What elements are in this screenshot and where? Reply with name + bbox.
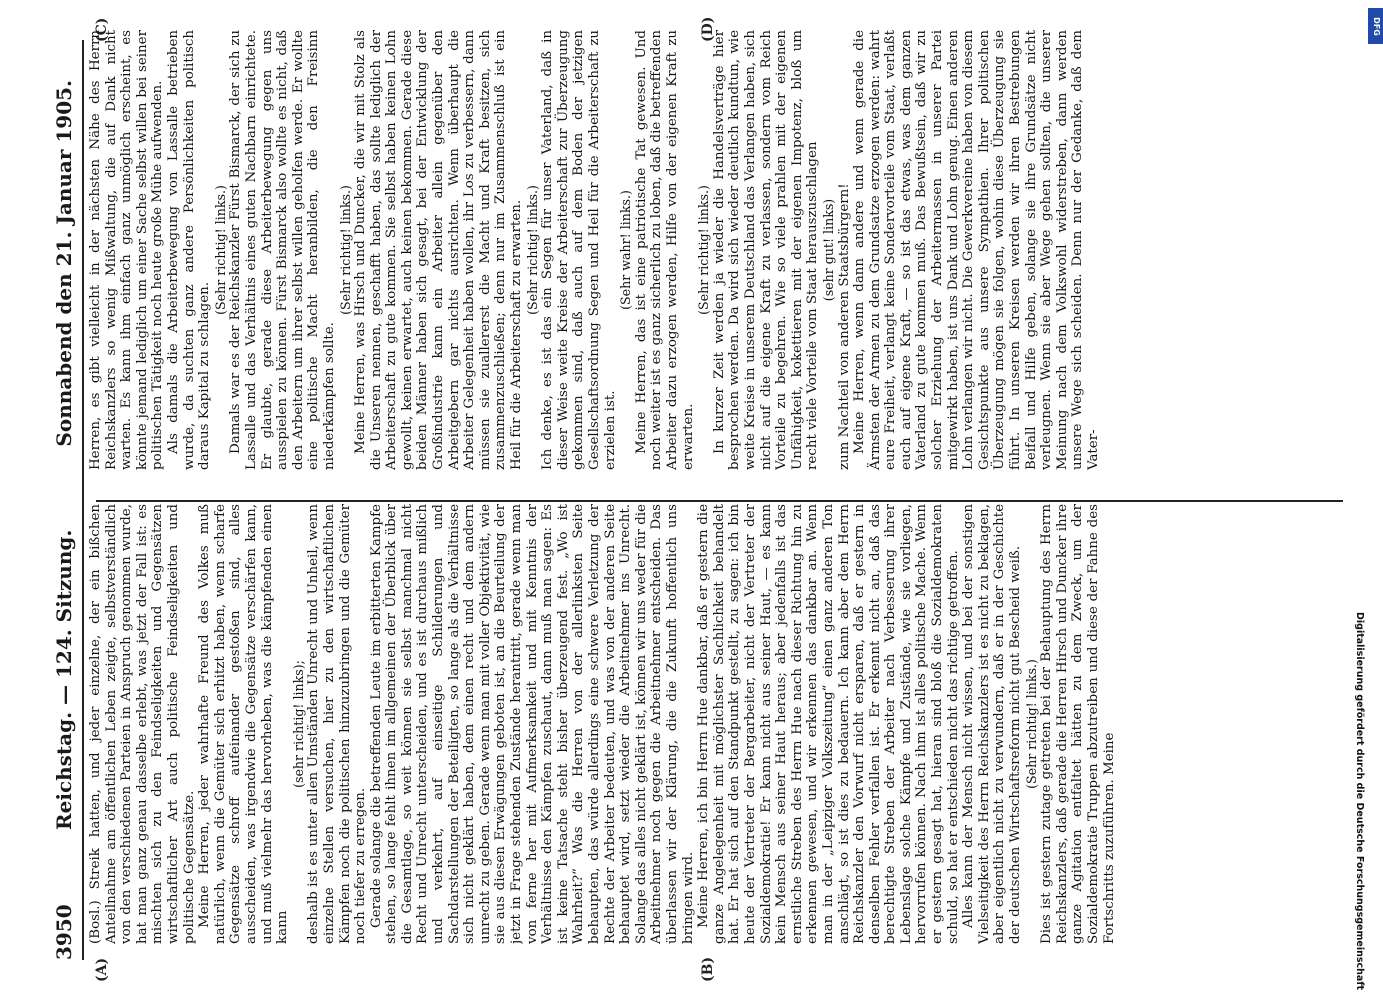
interjection: (Sehr richtig! links.) xyxy=(524,185,540,315)
interjection: (sehr richtig! links); xyxy=(290,660,306,788)
paragraph: deshalb ist es unter allen Umständen Unrecht und Unheil, wenn einzelne Stellen versuchen, hier zu den wirtschaftlichen Kämpfen noch die politischen hinzuzubringen und die Gemüter noch tiefer zu erregen. xyxy=(306,504,369,944)
session-date: Sonnabend den 21. Januar 1905. xyxy=(52,80,76,447)
interjection: (Sehr wahr! links.) xyxy=(618,190,634,310)
interjection: (Sehr richtig! links.) xyxy=(1023,659,1039,789)
header-rule xyxy=(82,40,84,960)
paragraph: Damals war es der Reichskanzler Fürst Bismarck, der sich zu Lassalle und das Verhältnis eines guten Nachbarn einrichtete. Er glaubte, gerade diese Arbeiterbewegung gegen uns ausspielen zu können. Fürst Bismarck also wollte es nicht, daß den Arbeitern um ihrer selbst willen geholfen werde. Er wollte eine politische Macht heranbilden, die den Freisinn niederkämpfen sollte. xyxy=(228,30,337,470)
paragraph: Als damals die Arbeiterbewegung von Lassalle betrieben wurde, da suchten ganz andere Persönlichkeiten politisch daraus Kapital zu schlagen. xyxy=(165,30,213,470)
paragraph: Ich denke, es ist das ein Segen für unser Vaterland, daß in dieser Weise weite Kreise der Arbeiterschaft zur Überzeugung gekommen sind, daß auch auf dem Boden der jetzigen Gesellschaftsordnung Segen und Heil für die Arbeiterschaft zu erzielen ist. xyxy=(540,30,618,470)
margin-mark-c: (C) xyxy=(94,17,110,42)
margin-mark-d: (D) xyxy=(700,16,716,42)
paragraph: zum Nachteil von anderen Staatsbürgern! xyxy=(836,183,852,470)
paragraph: Gerade solange die betreffenden Leute im erbitterten Kampfe stehen, so lange fehlt ihnen im allgemeinen der Überblick über die Gesamtlage, so weit können sie selbst manchmal nicht Recht und Unrecht unterscheiden, und es ist durchaus mißlich und verkehrt, auf einseitige Schilderungen und Sachdarstellungen der Beteiligten, so lange als die Verhältnisse sich nicht geklärt haben, dem einen recht und dem andern unrecht zu geben. Gerade wenn man mit voller Objektivität, wie sie aus diesen Erwägungen geboten ist, an die Beurteilung der jetzt in Frage stehenden Zustände herantritt, gerade wenn man von ferne her mit Aufmerksamkeit und mit Kenntnis der Verhältnisse den Kämpfen zuschaut, dann muß man sagen: Es ist keine Tatsache steht bisher überzeugend fest. „Wo ist Wahrheit?“ Was die Herren von der allerlinksten Seite behaupten, das würde allerdings eine schwere Verletzung der Rechte der Arbeiter bedeuten, und was von der anderen Seite behauptet wird, setzt wieder die Arbeitnehmer ins Unrecht. Solange das alles nicht geklärt ist, können wir uns weder für die Arbeitnehmer noch gegen die Arbeitnehmer entscheiden. Das überlassen wir der Klärung, die die Zukunft hoffentlich uns bringen wird. xyxy=(368,504,696,944)
paragraph: Meine Herren, ich bin Herrn Hue dankbar, daß er gestern die ganze Angelegenheit mit möglichster Sachlichkeit behandelt hat. Er hat sich auf den Standpunkt gestellt, zu sagen: ich bin heute der Vertreter der Bergarbeiter, nicht der Vertreter der Sozialdemokratie! Er kann nicht aus seiner Haut, — es kann kein Mensch aus seiner Haut heraus; aber jedenfalls ist das ernstliche Streben des Herrn Hue nach dieser Richtung hin zu erkennen gewesen, und wir erkennen das dankbar an. Wenn man in der „Leipziger Volkszeitung“ einen ganz anderen Ton anschlägt, so ist dies zu bedauern. Ich kann aber dem Herrn Reichskanzler den Vorwurf nicht ersparen, daß er gestern in denselben Fehler verfallen ist. Er erkennt nicht an, daß das berechtigte Streben der Arbeiter nach Verbesserung ihrer Lebenslage solche Kämpfe und Zustände, wie sie vorliegen, hervorrufen können. Nach ihm ist alles politische Mache. Wenn er gestern gesagt hat, hieran sind bloß die Sozialdemokraten schuld, so hat er entschieden nicht das richtige getroffen. xyxy=(696,504,961,944)
interjection: (Sehr richtig! links.) xyxy=(696,185,712,315)
digitization-credit: Digitalisierung gefördert durch die Deutsche Forschungsgemeinschaft xyxy=(1354,612,1365,990)
paragraph: Dies ist gestern zutage getreten bei der Behauptung des Herrn Reichskanzlers, daß gerade die Herren Hirsch und Duncker ihre ganze Agitation entfaltet hätten zu dem Zweck, um der Sozialdemokratie Truppen abzutreiben und diese der Fahne des Fortschritts zuzuführen. Meine xyxy=(1039,504,1117,944)
page-number: 3950 xyxy=(52,904,76,960)
column-divider xyxy=(96,500,1343,502)
paragraph: Herren, es gibt vielleicht in der nächsten Nähe des Herrn Reichskanzlers so wenig Mißwaltung, die auf Dank nicht warten. Es kann ihm einfach ganz unmöglich erscheint, es könnte jemand lediglich um einer Sache selbst willen bei seiner politischen Tätigkeit noch heute große Mühe aufwenden. xyxy=(88,30,166,470)
interjection: (sehr gut! links) xyxy=(820,198,836,302)
paragraph: (Bosl.) Streik hatten, und jeder einzelne, der ein bißchen Anteilnahme am öffentlichen Leben zeigte, selbstverständlich von den verschiedenen Parteien in Anspruch genommen wurde, hat man ganz genau dasselbe erlebt, was jetzt der Fall ist: es mischten sich zu den Feindseligkeiten und Gegensätzen wirtschaftlicher Art auch politische Feindseligkeiten und politische Gegensätze. xyxy=(88,504,197,944)
left-column xyxy=(88,504,1117,944)
margin-mark-a: (A) xyxy=(94,957,110,982)
margin-mark-b: (B) xyxy=(700,956,716,982)
paragraph: Meine Herren, jeder wahrhafte Freund des Volkes muß natürlich, wenn die Gemüter sich erhitzt haben, wenn scharfe Gegensätze schroff aufeinander gestoßen sind, alles ausscheiden, was irgendwie die Gegensätze verschärfen kann, und muß vielmehr das hervorheben, was die kämpfenden einen kann xyxy=(197,504,291,944)
paragraph: Meine Herren, was Hirsch und Duncker, die wir mit Stolz als die Unseren nennen, geschafft haben, das sollte lediglich der Arbeiterschaft zu gute kommen. Sie selbst haben keinen Lohn gewollt, keinen erwartet, auch keinen bekommen. Gerade diese beiden Männer haben sich gesagt, bei der Entwicklung der Großindustrie kann ein Arbeiter allein gegenüber den Arbeitgebern gar nichts ausrichten. Wenn überhaupt die Arbeiter Gelegenheit haben wollen, ihr Los zu verbessern, dann müssen sie zuallererst die Macht und Kraft besitzen, sich zusammenzuschließen; denn nur im Zusammenschluß ist ein Heil für die Arbeiterschaft zu erwarten. xyxy=(353,30,525,470)
page-header xyxy=(52,40,80,960)
interjection: (Sehr richtig! links.) xyxy=(212,185,228,315)
paragraph: In kurzer Zeit werden ja wieder die Handelsverträge hier besprochen werden. Da wird sich wieder deutlich kundtun, wie weite Kreise in unserem Deutschland das Verlangen haben, sich nicht auf die eigene Kraft zu verlassen, sondern vom Reich Vorteile zu begehren. Wie so viele prahlen mit der eigenen Unfähigkeit, kokettieren mit der eigenen Impotenz, bloß um recht viele Vorteile vom Staat herauszuschlagen xyxy=(711,30,821,470)
right-column xyxy=(88,30,1102,470)
interjection: (Sehr richtig! links.) xyxy=(337,185,353,315)
paragraph: Meine Herren, wenn dann andere und wenn gerade die Ärmsten der Armen zu dem Grundsatze erzogen werden: wahrt eure Freiheit, verlangt keine Sondervorteile vom Staat, verlaßt euch auf eigene Kraft, — so ist das etwas, was dem ganzen Vaterland zu gute kommen muß. Das Bewußtsein, daß wir zu solcher Erziehung der Arbeitermassen in unserer Partei mitgewirkt haben, ist uns Dank und Lohn genug. Einen anderen Lohn verlangen wir nicht. Die Gewerkvereine haben von diesem Gesichtspunkte aus unsere Sympathien. Ihrer politischen Überzeugung mögen sie folgen, wohin diese Überzeugung sie führt. In unseren Kreisen werden wir ihren Bestrebungen Beifall und Hilfe geben, solange sie ihre Grundsätze nicht verleugnen. Wenn sie aber Wege gehen sollten, die unserer Meinung nach dem Volkswohl widerstreben, dann werden unsere Wege sich scheiden. Denn nur der Gedanke, daß dem Vater- xyxy=(852,30,1101,470)
paragraph: Meine Herren, das ist eine patriotische Tat gewesen. Und noch weiter ist es ganz sicherlich zu loben, daß die betreffenden Arbeiter dazu erzogen werden, Hilfe von der eigenen Kraft zu erwarten. xyxy=(633,30,696,470)
session-title: Reichstag. — 124. Sitzung. xyxy=(52,529,76,830)
paragraph: Alles kann der Mensch nicht wissen, und bei der sonstigen Vielseitigkeit des Herrn Reichskanzlers ist es nicht zu beklagen, aber eigentlich nicht zu verwundern, daß er in der Geschichte der deutschen Wirtschaftsreform nicht gut Bescheid weiß. xyxy=(961,504,1024,944)
dfg-logo: DFG xyxy=(1368,8,1383,44)
